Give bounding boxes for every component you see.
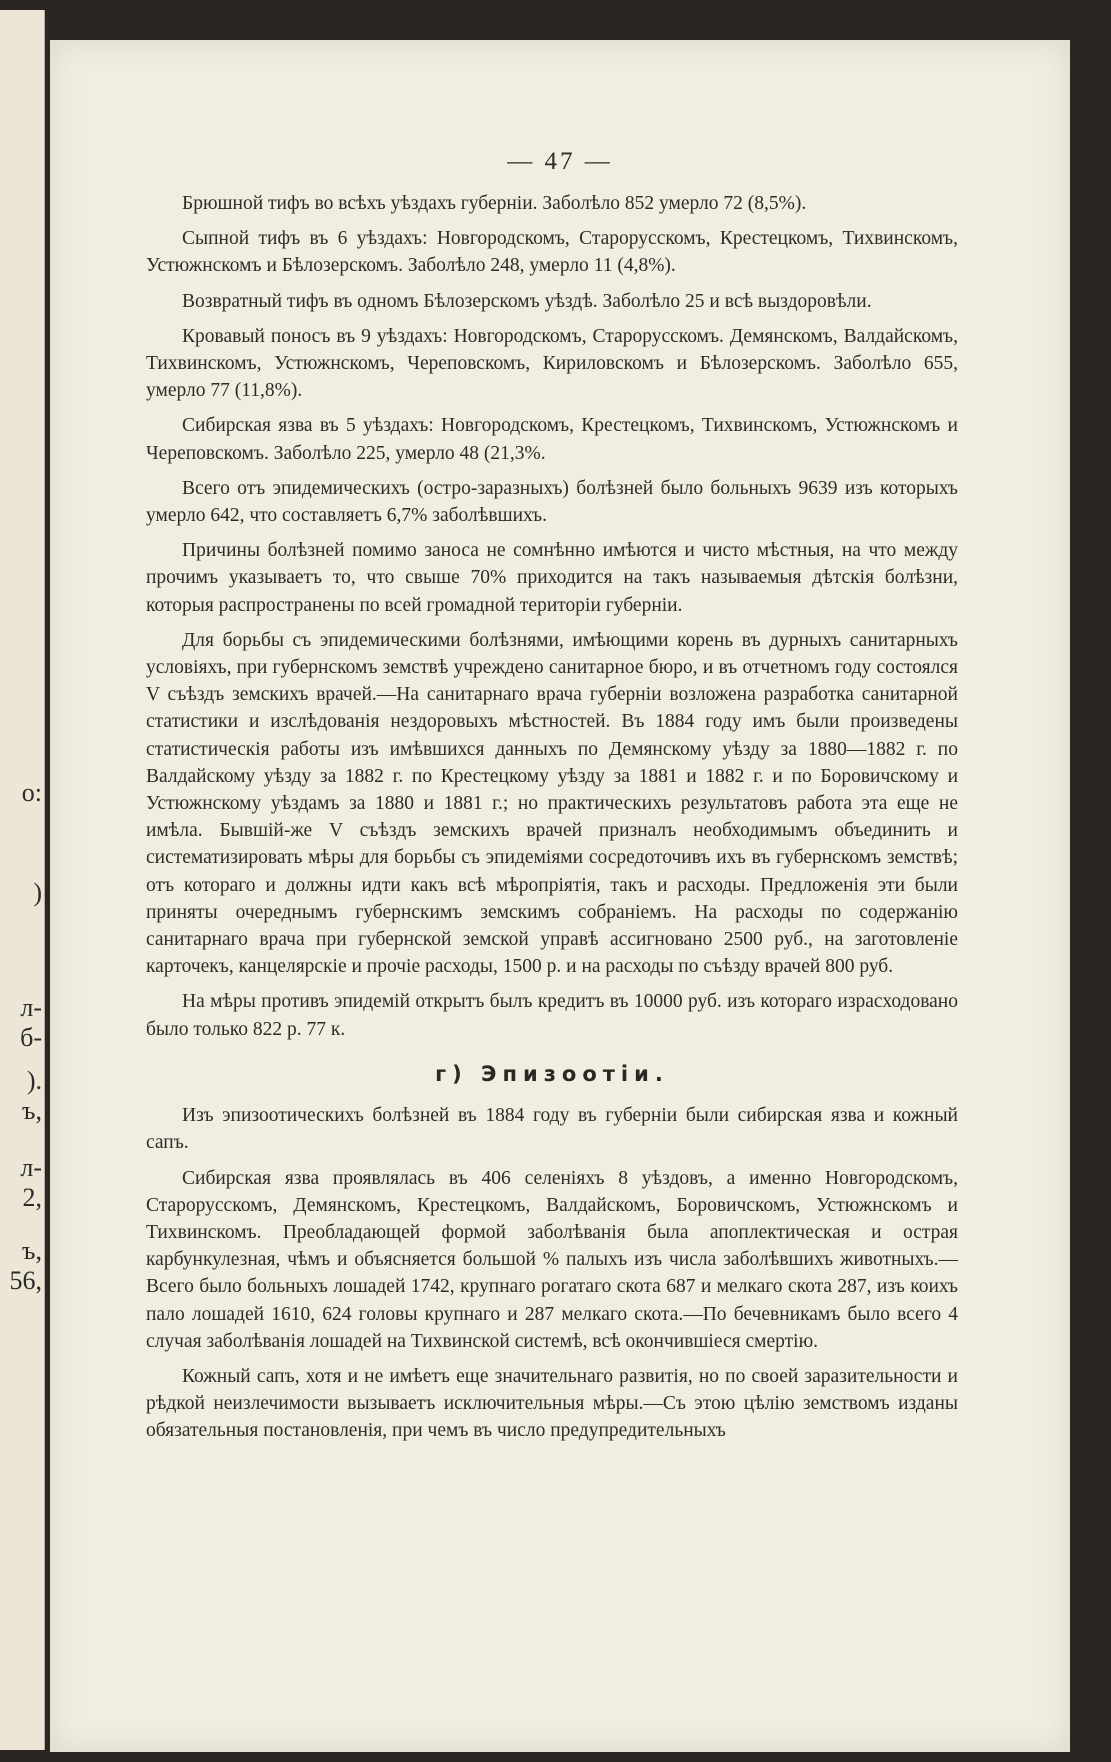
margin-fragment: л- (20, 993, 42, 1022)
margin-fragment: б- (20, 1023, 42, 1052)
paragraph: Сибирская язва проявлялась въ 406 селеніяхъ 8 уѣздовъ, а именно Новгородскомъ, Старорусскомъ, Демянскомъ, Крестецкомъ, Валдайскомъ, Боровичскомъ, Устюжнскомъ и Тихвинскомъ. Преобладающей формой заболѣванія была апоплектическая и острая карбункулезная, чѣмъ и объясняется большой % палыхъ изъ числа заболѣвшихъ животныхъ.— Всего было больныхъ лошадей 1742, крупнаго рогатаго скота 687 и мелкаго скота 287, изъ коихъ пало лошадей 1610, 624 головы крупнаго и 287 мелкаго скота.—По бечевникамъ было всего 4 случая заболѣванія лошадей на Тихвинской системѣ, всѣ окончившіеся смертію. (146, 1167, 958, 1352)
margin-fragment: ъ, (22, 1236, 42, 1265)
margin-fragment: о: (21, 778, 42, 807)
paragraph: Брюшной тифъ во всѣхъ уѣздахъ губерніи. Заболѣло 852 умерло 72 (8,5%). (182, 193, 807, 214)
margin-fragment: 2, (22, 1183, 42, 1212)
margin-fragment: ) (33, 878, 42, 907)
paragraph: Сибирская язва въ 5 уѣздахъ: Новгородскомъ, Крестецкомъ, Тихвинскомъ, Устюжнскомъ и Череповскомъ. Заболѣло 225, умерло 48 (21,3%. (146, 415, 958, 464)
margin-fragment: ъ, (22, 1096, 42, 1125)
paragraph: Сыпной тифъ въ 6 уѣздахъ: Новгородскомъ, Старорусскомъ, Крестецкомъ, Тихвинскомъ, Устюжнскомъ и Бѣлозерскомъ. Заболѣло 248, умерло 11 (4,8%). (146, 228, 958, 277)
page-number: — 47 — (507, 148, 613, 175)
adjacent-page-edge (0, 10, 45, 1750)
paragraph: Кожный сапъ, хотя и не имѣетъ еще значительнаго развитія, но по своей заразительности и рѣдкой неизлечимости вызываетъ исключительныя мѣры.—Съ этою цѣлію земствомъ изданы обязательныя постановленія, при чемъ въ число предупредительныхъ (146, 1365, 958, 1442)
margin-fragment: л- (20, 1153, 42, 1182)
paragraph: Причины болѣзней помимо заноса не сомнѣнно имѣются и чисто мѣстныя, на что между прочимъ указываетъ то, что свыше 70% приходится на такъ называемыя дѣтскія болѣзни, которыя распространены по всей громадной територіи губерніи. (146, 540, 958, 616)
paragraph: Для борьбы съ эпидемическими болѣзнями, имѣющими корень въ дурныхъ санитарныхъ условіяхъ, при губернскомъ земствѣ учреждено санитарное бюро, и въ отчетномъ году состоялся V съѣздъ земскихъ врачей.—На санитарнаго врача губерніи возложена разработка санитарной статистики и изслѣдованія нездоровыхъ мѣстностей. Въ 1884 году имъ были произведены статистическія работы изъ имѣвшихся данныхъ по Демянскому уѣзду за 1880—1882 г. по Валдайскому уѣзду за 1882 г. по Крестецкому уѣзду за 1881 и 1882 г. и по Боровичскому и Устюжнскому уѣздамъ за 1880 и 1881 г.; но практическихъ результатовъ работа эта еще не имѣла. Бывшій-же V съѣздъ земскихъ врачей призналъ необходимымъ объединить и систематизировать мѣры для борьбы съ эпидеміями сосредоточивъ ихъ въ губернскомъ земствѣ; отъ котораго и должны идти какъ всѣ мѣропріятія, такъ и расходы. Предложенія эти были приняты очереднымъ губернскимъ земскимъ собраніемъ. На расходы по содержанію санитарнаго врача при губернской земской управѣ ассигновано 2500 руб., на заготовленіе карточекъ, канцелярскіе и прочіе расходы, 1500 р. и на расходы по съѣзду врачей 800 руб. (146, 629, 958, 978)
section-heading: г) Эпизоотіи. (435, 1061, 669, 1086)
paragraph: Кровавый поносъ въ 9 уѣздахъ: Новгородскомъ, Старорусскомъ. Демянскомъ, Валдайскомъ, Тихвинскомъ, Устюжнскомъ, Череповскомъ, Кириловскомъ и Бѣлозерскомъ. Заболѣло 655, умерло 77 (11,8%). (146, 325, 958, 402)
margin-fragment: 56, (9, 1266, 42, 1295)
paragraph: Всего отъ эпидемическихъ (остро-заразныхъ) болѣзней было больныхъ 9639 изъ которыхъ умерло 642, что составляетъ 6,7% заболѣвшихъ. (146, 477, 958, 527)
margin-fragment: ). (26, 1066, 42, 1095)
page-body (146, 190, 958, 1453)
book-page (50, 40, 1070, 1752)
paragraph: Возвратный тифъ въ одномъ Бѣлозерскомъ уѣздѣ. Заболѣло 25 и всѣ выздоровѣли. (182, 290, 872, 312)
paragraph: На мѣры противъ эпидемій открытъ былъ кредитъ въ 10000 руб. изъ котораго израсходовано было только 822 р. 77 к. (146, 991, 958, 1040)
paragraph: Изъ эпизоотическихъ болѣзней въ 1884 году въ губерніи были сибирская язва и кожный сапъ. (146, 1105, 958, 1154)
